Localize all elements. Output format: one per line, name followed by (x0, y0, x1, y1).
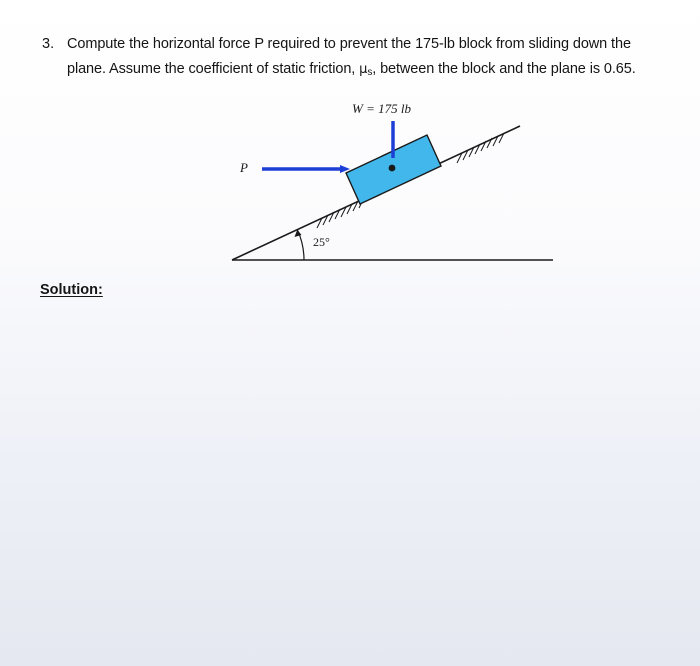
problem-number: 3. (42, 36, 55, 52)
inclined-plane-diagram (0, 0, 700, 300)
solution-heading: Solution: (40, 282, 103, 298)
force-p-label: P (240, 160, 248, 175)
problem-line-2-start: plane. Assume the coefficient of static friction, (67, 61, 360, 77)
mu-subscript: s (367, 67, 373, 78)
problem-line-2-end: , between the block and the plane is 0.65. (372, 61, 636, 77)
block-center-dot (389, 165, 396, 172)
incline-hatching-lower (317, 198, 364, 228)
mu-symbol: μ (359, 62, 368, 77)
weight-label: W = 175 lb (352, 101, 411, 116)
incline-hatching-upper (457, 133, 504, 163)
problem-line-1: Compute the horizontal force P required to prevent the 175-lb block from sliding down the (67, 36, 631, 52)
angle-label: 25° (313, 235, 330, 249)
